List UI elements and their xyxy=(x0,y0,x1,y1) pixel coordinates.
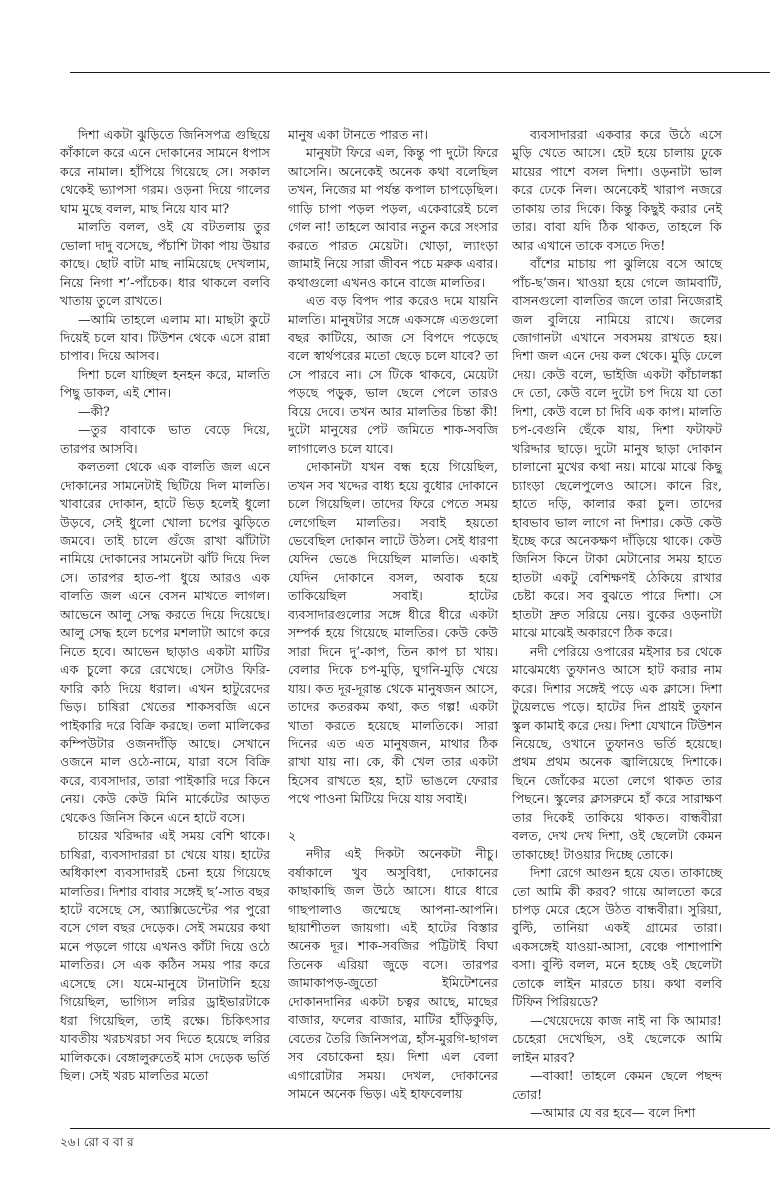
paragraph: দিশা চলে যাচ্ছিল হনহন করে, মালতি পিছু ডাকল, এই শোন। xyxy=(60,366,270,401)
paragraph: বাঁশের মাচায় পা ঝুলিয়ে বসে আছে পাঁচ-ছ’জন। খাওয়া হয়ে গেলে জামবাটি, বাসনগুলো বালতির জলে তারা নিজেরাই জল বুলিয়ে নামিয়ে রাখে। জলের জোগানটা এখানে সবসময় রাখতে হয়। দিশা জল এনে দেয় কল থেকে। মুড়ি ঢেলে দেয়। কেউ বলে, ভাইজি একটা কাঁচালঙ্কা দে তো, কেউ বলে দুটো চপ দিয়ে যা তো দিশা, কেউ বলে চা দিবি এক কাপ। মালতি চপ-বেগুনি ছেঁকে যায়, দিশা ফটাফট খরিদ্দার ছাড়ে। দুটো মানুষ ছাড়া দোকান চালানো মুখের কথা নয়। মাঝে মাঝে কিছু চ্যাংড়া ছেলেপুলেও আসে। কানে রিং, হাতে দড়ি, কালার করা চুল। তাদের হাবভাব ভাল লাগে না দিশার। কেউ কেউ ইচ্ছে করে অনেকক্ষণ দাঁড়িয়ে থাকে। কেউ জিনিস কিনে টাকা মেটানোর সময় হাতে হাতটা একটু বেশিক্ষণই ঠেকিয়ে রাখার চেষ্টা করে। সব বুঝতে পারে দিশা। সে হাতটা দ্রুত সরিয়ে নেয়। বুকের ওড়নাটা মাঝে মাঝেই অকারণে ঠিক করে। xyxy=(512,256,722,641)
paragraph: নদী পেরিয়ে ওপারের মইসার চর থেকে মাঝেমধ্যে তুফানও আসে হাট করার নাম করে। দিশার সঙ্গেই পড়ে এক ক্লাসে। দিশা টুয়েলভে পড়ে। হাটের দিন প্রায়ই তুফান স্কুল কামাই করে দেয়। দিশা যেখানে টিউশন নিয়েছে, ওখানে তুফানও ভর্তি হয়েছে। প্রথম প্রথম অনেক জ্বালিয়েছে দিশাকে। ছিনে জোঁকের মতো লেগে থাকত তার পিছনে। স্কুলের ক্লাসরুমে হাঁ করে সারাক্ষণ তার দিকেই তাকিয়ে থাকত। বান্ধবীরা বলত, দেখ দেখ দিশা, ওই ছেলেটা কেমন তাকাচ্ছে! টাওয়ার দিচ্ছে তোকে। xyxy=(512,643,723,862)
paragraph: মালতি বলল, ওই যে বটতলায় তুর ভোলা দাদু বসেছে, পঁচাশি টাকা পায় উয়ার কাছে। ছোট বাটা মাছ নামিয়েছে দেখলাম, নিয়ে নিগা শ’-পাঁচেক। ধার থাকলে বলবি খাতায় তুলে রাখতে। xyxy=(60,219,270,309)
paragraph: —কী? xyxy=(78,403,110,419)
paragraph: —আমার যে বর হবে— বলে দিশা xyxy=(530,1105,696,1121)
paragraph: মানুষটা ফিরে এল, কিন্তু পা দুটো ফিরে আসেনি। অনেকেই অনেক কথা বলেছিল তখন, নিজের মা পর্যন্ত কপাল চাপড়েছিল। গাড়ি চাপা পড়ল পড়ল, একেবারেই চলে গেল না! তাহলে আবার নতুন করে সংসার করতে পারত মেয়েটা। খোড়া, ল্যাংড়া জামাই নিয়ে সারা জীবন পচে মরুক এবার। কথাগুলো এখনও কানে বাজে মালতির। xyxy=(288,145,498,290)
paragraph: —তুর বাবাকে ভাত বেড়ে দিয়ে, তারপর আসবি। xyxy=(60,422,270,456)
section-spacer xyxy=(288,809,498,827)
section-number: ২ xyxy=(288,827,297,843)
paragraph: মানুষ একা টানতে পারত না। xyxy=(288,127,428,142)
paragraph: —আমি তাহলে এলাম মা। মাছটা কুটে দিয়েই চলে যাব। টিউশন থেকে এসে রান্না চাপাব। দিয়ে আসব। xyxy=(60,311,270,364)
paragraph: দিশা রেগে আগুন হয়ে যেত। তাকাচ্ছে তো আমি কী করব? গায়ে আলতো করে চাপড় মেরে হেসে উঠত বান্ধবীরা। সুরিয়া, বুল্টি, তানিয়া একই গ্রামের তারা। একসঙ্গেই যাওয়া-আসা, বেঞ্চে পাশাপাশি বসা। বুল্টি বলল, মনে হচ্ছে ওই ছেলেটা তোকে লাইন মারতে চায়। কথা বলবি টিফিন পিরিয়ডে? xyxy=(512,865,722,1010)
paragraph: নদীর এই দিকটা অনেকটা নীচু। বর্ষাকালে খুব অসুবিধা, দোকানের কাছাকাছি জল উঠে আসে। ধারে ধারে গাছপালাও জম্মেছে আপনা-আপনি। ছায়াশীতল জায়গা। এই হাটের বিস্তার অনেক দূর। শাক-সবজির পট্টিটাই বিঘা তিনেক এরিয়া জুড়ে বসে। তারপর জামাকাপড়-জুতো ইমিটেশনের দোকানদানির একটা চত্বর আছে, মাছের বাজার, ফলের বাজার, মাটির হাঁড়িকুড়ি, বেতের তৈরি জিনিসপত্র, হাঁস-মুরগি-ছাগল সব বেচাকেনা হয়। দিশা এল বেলা এগারোটার সময়। দেখল, দোকানের সামনে অনেক ভিড়। এই হাফবেলায় xyxy=(288,846,498,1102)
column-left xyxy=(60,126,270,1086)
top-rule xyxy=(70,72,770,73)
paragraph: চায়ের খরিদ্দার এই সময় বেশি থাকে। চাষিরা, ব্যবসাদাররা চা খেয়ে যায়। হাটের অধিকাংশ ব্যবসাদারই চেনা হয়ে গিয়েছে মালতির। দিশার বাবার সঙ্গেই ছ’-সাত বছর হাটে বসেছে সে, অ্যাক্সিডেন্টের পর পুরো বসে গেল বছর দেড়েক। সেই সময়ের কথা মনে পড়লে গায়ে এখনও কাঁটা দিয়ে ওঠে মালতির। সে এক কঠিন সময় পার করে এসেছে সে। যমে-মানুষে টানাটানি হয়ে গিয়েছিল, ভাগ্যিস লরির ড্রাইভারটাকে ধরা গিয়েছিল, তাই রক্ষে। চিকিৎসার যাবতীয় খরচখরচা সব দিতে হয়েছে লরির মালিককে। বেঙ্গালুরুতেই মাস দেড়েক ভর্তি ছিল। সেই খরচ মালতির মতো xyxy=(60,828,270,1084)
paragraph: এত বড় বিপদ পার করেও দমে যায়নি মালতি। মানুষটার সঙ্গে একসঙ্গে এতগুলো বছর কাটিয়ে, আজ সে বিপদে পড়েছে বলে স্বার্থপরের মতো ছেড়ে চলে যাবে? তা সে পারবে না। সে টিকে থাকবে, মেয়েটা পড়ছে পড়ুক, ভাল ছেলে পেলে তারও বিয়ে দেবে। তখন আর মালতির চিন্তা কী! দুটো মানুষের পেট জমিতে শাক-সবজি লাগালেও চলে যাবে। xyxy=(288,293,498,456)
page-footer: ২৬। রো ব বা র xyxy=(60,1135,134,1149)
paragraph: —বাব্বা! তাহলে কেমন ছেলে পছন্দ তোর! xyxy=(512,1068,722,1102)
paragraph: —খেয়েদেয়ে কাজ নাই না কি আমার! চেহেরা দেখেছিস, ওই ছেলেকে আমি লাইন মারব? xyxy=(512,1012,722,1065)
paragraph: দিশা একটা ঝুড়িতে জিনিসপত্র গুছিয়ে কাঁকালে করে এনে দোকানের সামনে ধপাস করে নামাল। হাঁপিয়ে গিয়েছে সে। সকাল থেকেই ভ্যাপসা গরম। ওড়না দিয়ে গালের ঘাম মুছে বলল, মাছ নিয়ে যাব মা? xyxy=(60,127,270,216)
bottom-rule xyxy=(70,1128,770,1129)
paragraph: কলতলা থেকে এক বালতি জল এনে দোকানের সামনেটাই ছিটিয়ে দিল মালতি। খাবারের দোকান, হাটে ভিড় হলেই ধুলো উড়বে, সেই ধুলো খোলা চপের ঝুড়িতে জমবে। তাই চালে গুঁজে রাখা ঝাঁটাটা নামিয়ে দোকানের সামনেটা ঝাঁট দিয়ে দিল সে। তারপর হাত-পা ধুয়ে আরও এক বালতি জল এনে বেসন মাখতে লাগল। আভেনে আলু সেদ্ধ করতে দিয়ে দিয়েছে। আলু সেদ্ধ হলে চপের মশলাটা আগে করে নিতে হবে। আভেন ছাড়াও একটা মাটির এক চুলো করে রেখেছে। সেটাও ফিরি-ফারি কাঠ দিয়ে ধরাল। এখন হাটুরেদের ভিড়। চাষিরা খেতের শাকসবজি এনে পাইকারি দরে বিক্রি করছে। তলা মালিকের কম্পিউটার ওজনদাঁড়ি আছে। সেখানে ওজনে মাল ওঠে-নামে, যারা বসে বিক্রি করে, ব্যবসাদার, তারা পাইকারি দরে কিনে নেয়। কেউ কেউ মিনি মার্কেটের আড়ত থেকেও জিনিস কিনে এনে হাটে বসে। xyxy=(60,459,270,825)
column-right xyxy=(512,126,722,1122)
paragraph: ব্যবসাদাররা একবার করে উঠে এসে মুড়ি খেতে আসে। হেট হয়ে চালায় ঢুকে মায়ের পাশে বসল দিশা। ওড়নাটা ভাল করে ঢেকে নিল। অনেকেই খারাপ নজরে তাকায় তার দিকে। কিন্তু কিছুই করার নেই তার। বাবা যদি ঠিক থাকত, তাহলে কি আর এখানে তাকে বসতে দিত! xyxy=(512,127,722,253)
paragraph: দোকানটা যখন বন্ধ হয়ে গিয়েছিল, তখন সব খদ্দের বাধ্য হয়ে বুধোর দোকানে চলে গিয়েছিল। তাদের ফিরে পেতে সময় লেগেছিল মালতির। সবাই হয়তো ভেবেছিল দোকান লাটে উঠল। সেই ধারণা যেদিন ভেঙে দিয়েছিল মালতি। একাই যেদিন দোকানে বসল, অবাক হয়ে তাকিয়েছিল সবাই। হাটের ব্যবসাদারগুলোর সঙ্গে ধীরে ধীরে একটা সম্পর্ক হয়ে গিয়েছে মালতির। কেউ কেউ সারা দিনে দু’-কাপ, তিন কাপ চা খায়। বেলার দিকে চপ-মুড়ি, ঘুগনি-মুড়ি খেয়ে যায়। কত দূর-দূরান্ত থেকে মানুষজন আসে, তাদের কতরকম কথা, কত গল্প! একটা খাতা করতে হয়েছে মালতিকে। সারা দিনের এত এত মানুষজন, মাথার ঠিক রাখা যায় না। কে, কী খেল তার একটা হিসেব রাখতে হয়, হাট ভাঙলে ফেরার পথে পাওনা মিটিয়ে দিয়ে যায় সবাই। xyxy=(288,459,498,807)
column-middle xyxy=(288,126,498,1104)
